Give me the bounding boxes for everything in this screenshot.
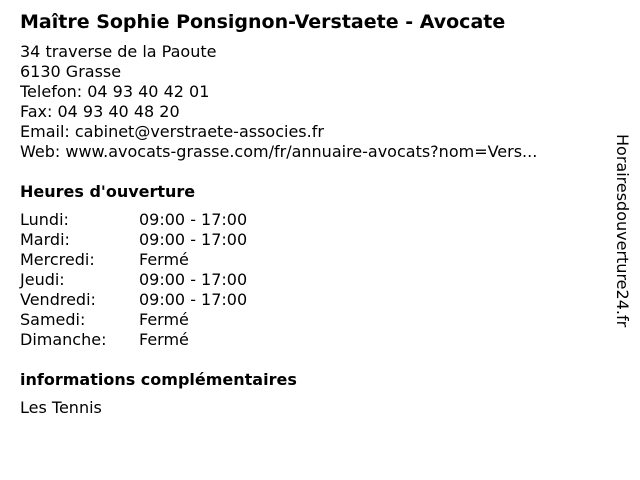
hours-time: 09:00 - 17:00 — [139, 290, 248, 309]
hours-row-monday — [20, 210, 600, 230]
site-watermark-label: Horairesdouverture24.fr — [613, 134, 632, 328]
hours-row-tuesday — [20, 230, 600, 250]
opening-hours-heading: Heures d'ouverture — [20, 182, 196, 201]
hours-time: 09:00 - 17:00 — [139, 270, 248, 289]
hours-day: Mercredi: — [20, 250, 95, 269]
content — [20, 10, 600, 418]
hours-time: 09:00 - 17:00 — [139, 230, 248, 249]
phone-line: Telefon: 04 93 40 42 01 — [20, 82, 210, 101]
opening-hours-list — [20, 210, 600, 350]
hours-row-sunday — [20, 330, 600, 350]
hours-row-friday — [20, 290, 600, 310]
hours-day: Jeudi: — [20, 270, 65, 289]
hours-day: Dimanche: — [20, 330, 107, 349]
web-line: Web: www.avocats-grasse.com/fr/annuaire-avocats?nom=Vers... — [20, 142, 538, 161]
address-line2: 6130 Grasse — [20, 62, 122, 81]
email-line: Email: cabinet@verstraete-associes.fr — [20, 122, 324, 141]
page-title: Maître Sophie Ponsignon-Verstaete - Avocate — [20, 11, 506, 33]
hours-time: Fermé — [139, 250, 189, 269]
hours-day: Vendredi: — [20, 290, 96, 309]
hours-day: Mardi: — [20, 230, 70, 249]
hours-row-thursday — [20, 270, 600, 290]
hours-row-wednesday — [20, 250, 600, 270]
hours-time: Fermé — [139, 310, 189, 329]
contact-block — [20, 42, 600, 162]
extra-info-text: Les Tennis — [20, 398, 102, 417]
hours-time: 09:00 - 17:00 — [139, 210, 248, 229]
address-line1: 34 traverse de la Paoute — [20, 42, 217, 61]
hours-day: Lundi: — [20, 210, 69, 229]
hours-row-saturday — [20, 310, 600, 330]
hours-time: Fermé — [139, 330, 189, 349]
hours-day: Samedi: — [20, 310, 86, 329]
fax-line: Fax: 04 93 40 48 20 — [20, 102, 180, 121]
extra-info-heading: informations complémentaires — [20, 370, 297, 389]
